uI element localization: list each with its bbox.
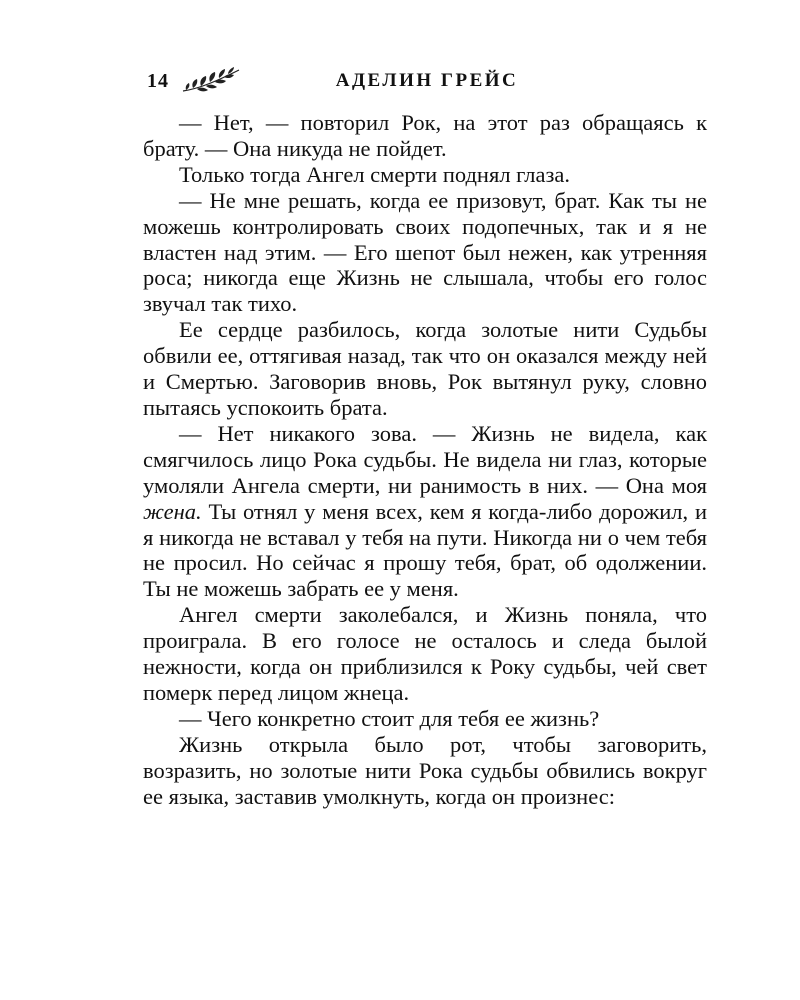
paragraph-5-text-before: — Нет никакого зова. — Жизнь не видела, как смягчилось лицо Рока судьбы. Не видела ни глаз, которые умоляли Ангела смерти, ни ранимость в них. — Она моя — [143, 420, 707, 498]
paragraph-1: — Нет, — повторил Рок, на этот раз обращаясь к брату. — Она никуда не пойдет. — [143, 110, 707, 161]
running-title: АДЕЛИН ГРЕЙС — [335, 70, 519, 91]
paragraph-5-emphasis: жена. — [143, 498, 202, 524]
paragraph-4: Ее сердце разбилось, когда золотые нити Судьбы обвили ее, оттягивая назад, так что он оказался между ней и Смертью. Заговорив вновь, Рок вытянул руку, словно пытаясь успокоить брата. — [143, 317, 707, 420]
paragraph-5 — [143, 421, 707, 602]
paragraph-3: — Не мне решать, когда ее призовут, брат. Как ты не можешь контролировать своих подопечных, так и я не властен над этим. — Его шепот был нежен, как утренняя роса; никогда еще Жизнь не слышала, чтобы его голос звучал так тихо. — [143, 187, 707, 317]
paragraph-2: Только тогда Ангел смерти поднял глаза. — [179, 161, 570, 187]
body-text — [143, 110, 707, 809]
paragraph-8: Жизнь открыла было рот, чтобы заговорить, возразить, но золотые нити Рока судьбы обвились вокруг ее языка, заставив умолкнуть, когда он произнес: — [143, 731, 707, 809]
paragraph-6: Ангел смерти заколебался, и Жизнь поняла, что проиграла. В его голосе не осталось и следа былой нежности, когда он приблизился к Року судьбы, чей свет померк перед лицом жнеца. — [143, 602, 707, 705]
paragraph-5-text-after: Ты отнял у меня всех, кем я когда-либо дорожил, и я никогда не вставал у тебя на пути. Никогда ни о чем тебя не просил. Но сейчас я прошу тебя, брат, об одолжении. Ты не можешь забрать ее у меня. — [143, 498, 707, 602]
page-number: 14 — [147, 70, 169, 92]
page-header — [147, 66, 707, 96]
paragraph-7: — Чего конкретно стоит для тебя ее жизнь? — [179, 705, 600, 731]
